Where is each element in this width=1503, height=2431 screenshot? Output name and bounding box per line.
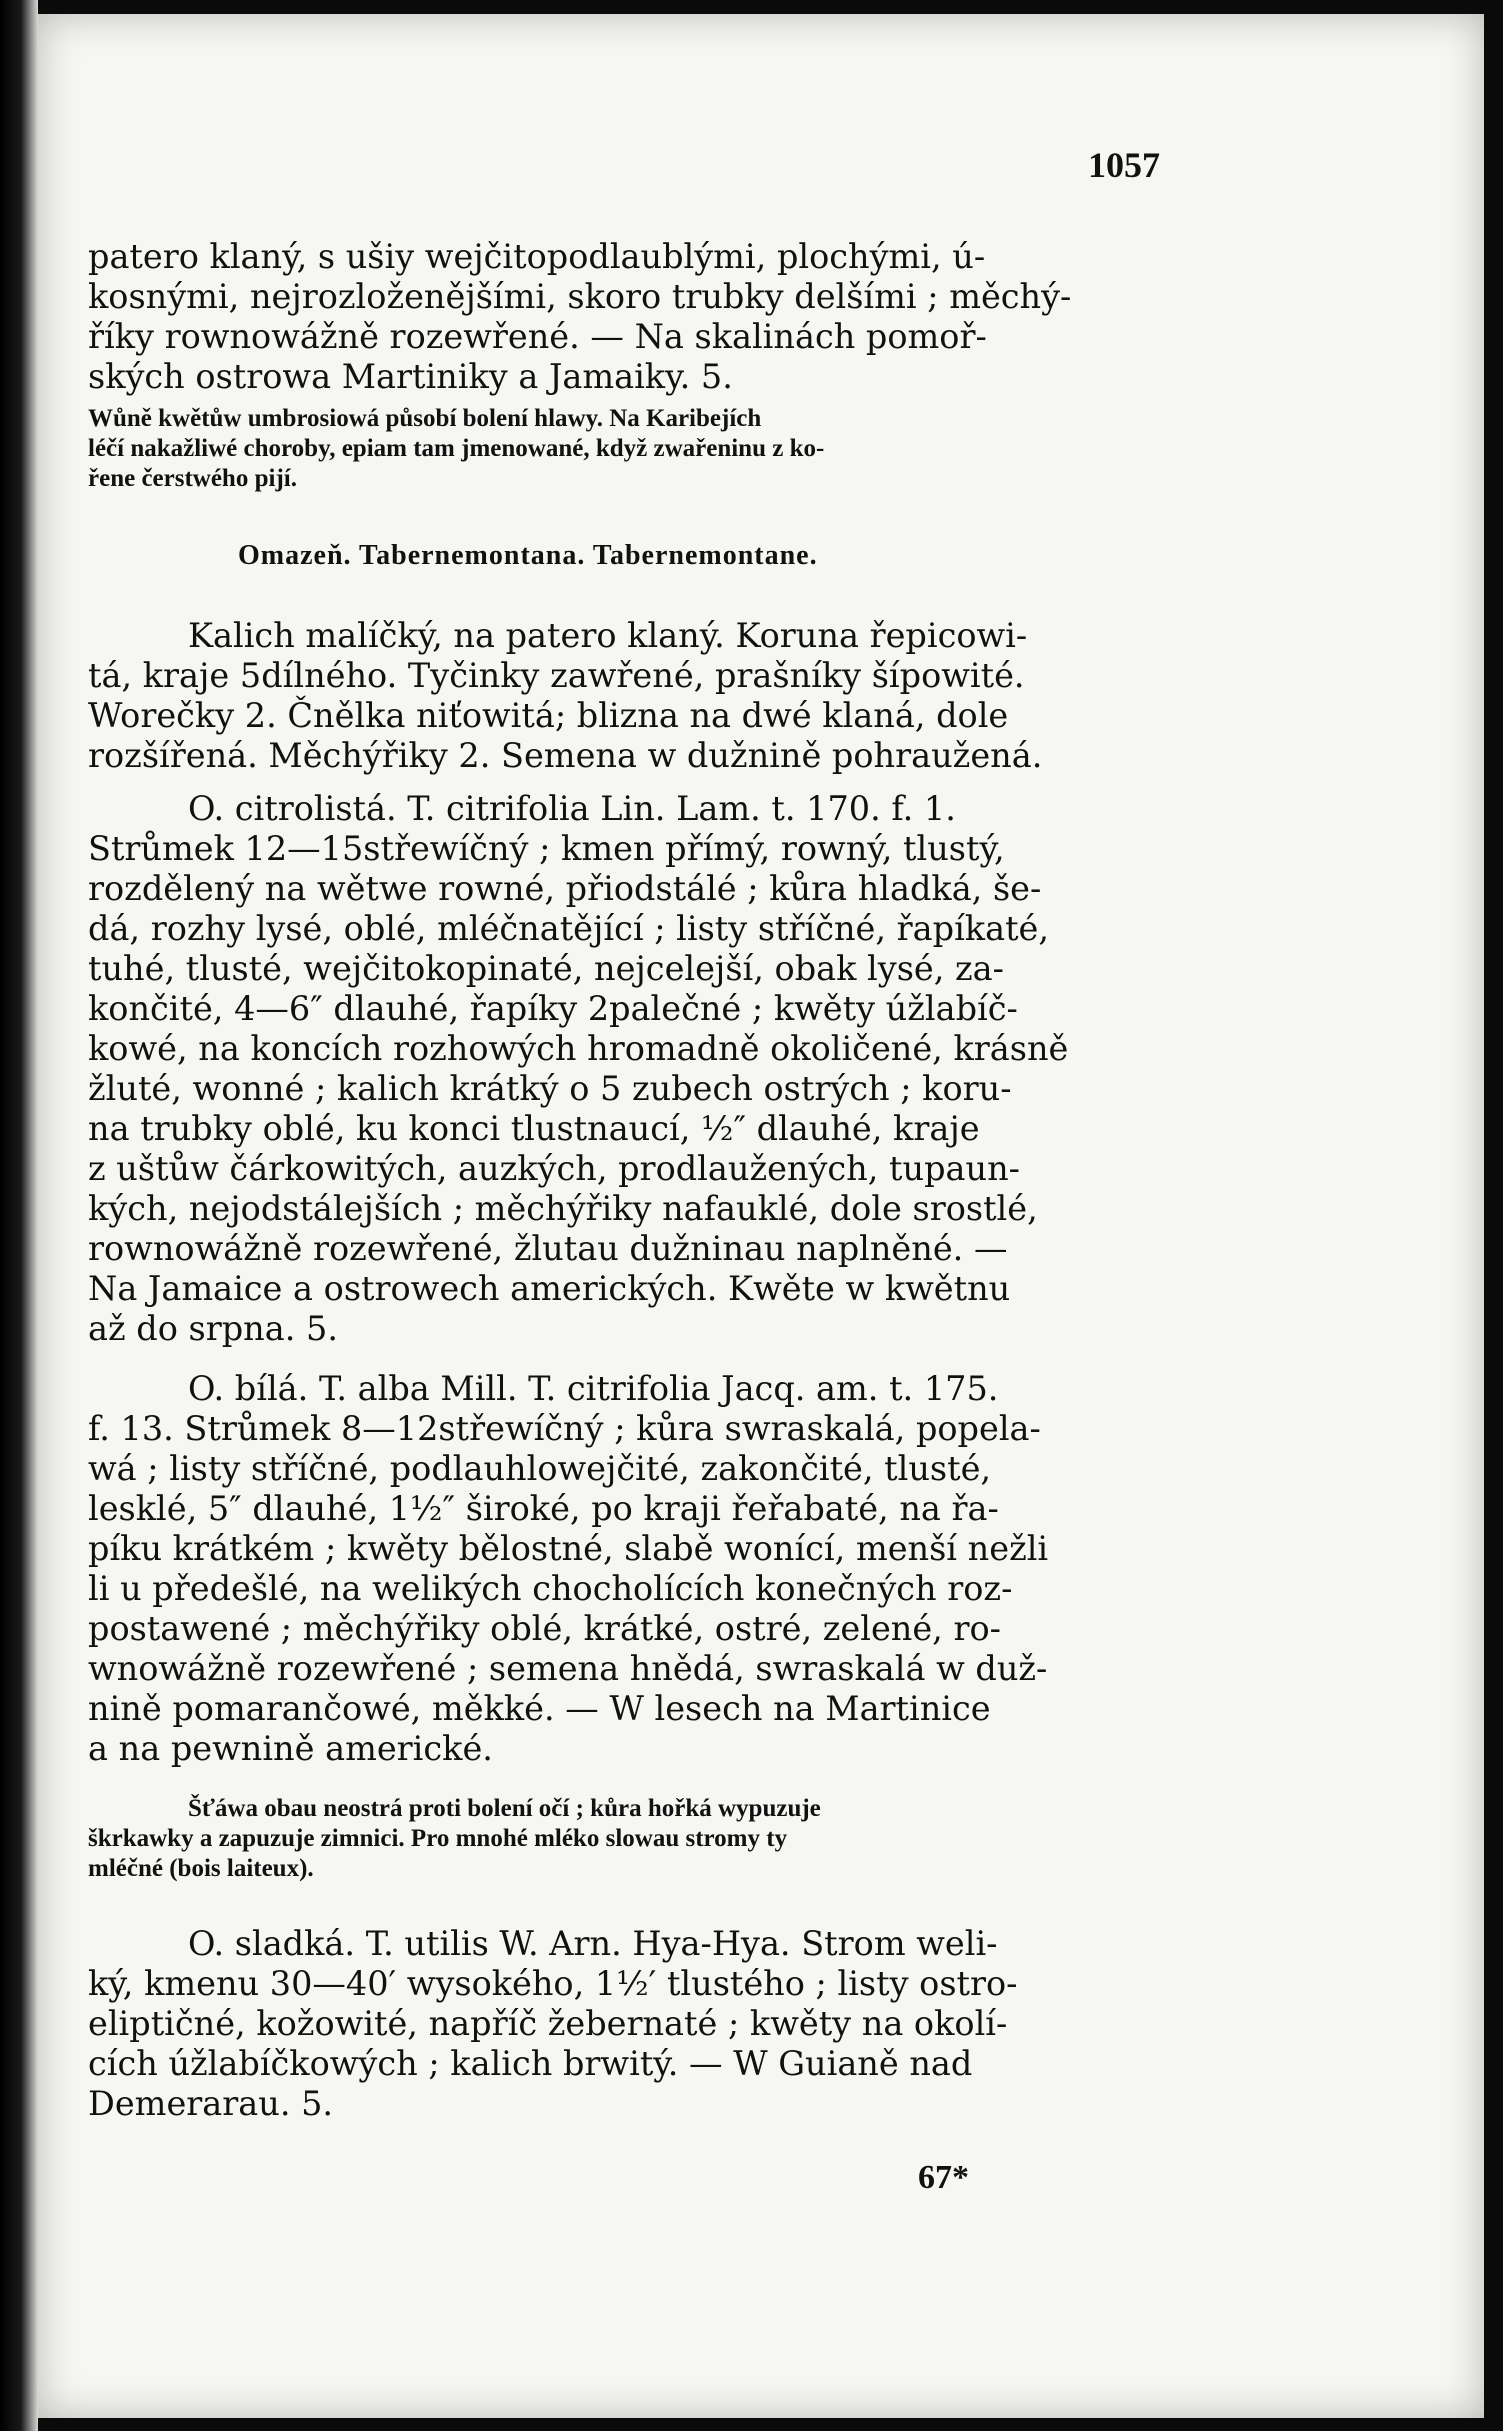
text-line: Demerarau. 5.	[88, 2084, 334, 2123]
signature-mark: 67*	[918, 2159, 969, 2196]
book-gutter	[0, 0, 38, 2431]
page-number: 1057	[1088, 145, 1160, 185]
text-line: tá, kraje 5dílného. Tyčinky zawřené, prašníky šípowité.	[88, 656, 1025, 695]
text-line: Worečky 2. Čnělka niťowitá; blizna na dwé klaná, dole	[88, 696, 1009, 735]
text-line: dá, rozhy lysé, oblé, mléčnatějící ; listy stříčné, řapíkaté,	[88, 909, 1050, 948]
text-line: cích úžlabíčkowých ; kalich brwitý. — W Guianě nad	[88, 2044, 973, 2083]
text-line: kých, nejodstálejších ; měchýřiky nafauklé, dole srostlé,	[88, 1189, 1038, 1228]
text-line: píku krátkém ; kwěty bělostné, slabě wonící, menší nežli	[88, 1529, 1049, 1568]
species-heading: O. citrolistá. T. citrifolia Lin. Lam. t. 170. f. 1.	[188, 789, 956, 828]
text-line: li u předešlé, na welikých chocholících konečných roz-	[88, 1569, 1013, 1608]
text-line: rozšířená. Měchýřiky 2. Semena w dužnině pohraužená.	[88, 736, 1043, 775]
note-line: mléčné (bois laiteux).	[88, 1855, 314, 1882]
text-line: f. 13. Strůmek 8—12střewíčný ; kůra swraskalá, popela-	[88, 1409, 1041, 1448]
text-line: wá ; listy stříčné, podlauhlowejčité, zakončité, tlusté,	[88, 1449, 992, 1488]
text-line: rownowážně rozewřené, žlutau dužninau naplněné. —	[88, 1229, 1008, 1268]
note-line: škrkawky a zapuzuje zimnici. Pro mnohé mléko slowau stromy ty	[88, 1825, 788, 1852]
species-heading: O. bílá. T. alba Mill. T. citrifolia Jacq. am. t. 175.	[188, 1369, 999, 1408]
text-line: kowé, na koncích rozhowých hromadně okoličené, krásně	[88, 1029, 1069, 1068]
text-line: patero klaný, s ušiy wejčitopodlaublými, plochými, ú-	[88, 237, 986, 276]
text-line: rozdělený na wětwe rowné, přiodstálé ; kůra hladká, še-	[88, 869, 1042, 908]
text-line: nině pomarančowé, měkké. — W lesech na Martinice	[88, 1689, 991, 1728]
text-line: na trubky oblé, ku konci tlustnaucí, ½″ dlauhé, kraje	[88, 1109, 980, 1148]
text-line: eliptičné, kožowité, napříč žebernaté ; kwěty na okolí-	[88, 2004, 1008, 2043]
text-line: lesklé, 5″ dlauhé, 1½″ široké, po kraji řeřabaté, na řa-	[88, 1489, 999, 1528]
text-line: a na pewnině americké.	[88, 1729, 493, 1768]
genus-heading: Omazeň. Tabernemontana. Tabernemontane.	[238, 540, 818, 571]
text-line: wnowážně rozewřené ; semena hnědá, swraskalá w duž-	[88, 1649, 1048, 1688]
species-heading: O. sladká. T. utilis W. Arn. Hya-Hya. Strom weli-	[188, 1924, 998, 1963]
text-line: Na Jamaice a ostrowech amerických. Kwěte w kwětnu	[88, 1269, 1011, 1308]
text-line: ký, kmenu 30—40′ wysokého, 1½′ tlustého ; listy ostro-	[88, 1964, 1018, 2003]
text-line: tuhé, tlusté, wejčitokopinaté, nejcelejší, obak lysé, za-	[88, 949, 1004, 988]
text-line: až do srpna. 5.	[88, 1309, 338, 1348]
text-line: ských ostrowa Martiniky a Jamaiky. 5.	[88, 357, 733, 396]
text-line: končité, 4—6″ dlauhé, řapíky 2palečné ; kwěty úžlabíč-	[88, 989, 1018, 1028]
note-line: Wůně kwětůw umbrosiowá působí bolení hlawy. Na Karibejích	[88, 405, 762, 432]
text-line: kosnými, nejrozloženějšími, skoro trubky delšími ; měchý-	[88, 277, 1072, 316]
note-line: Šťáwa obau neostrá proti bolení očí ; kůra hořká wypuzuje	[188, 1795, 821, 1822]
text-line: Strůmek 12—15střewíčný ; kmen přímý, rowný, tlustý,	[88, 829, 1005, 868]
text-line: žluté, wonné ; kalich krátký o 5 zubech ostrých ; koru-	[88, 1069, 1012, 1108]
text-line: postawené ; měchýřiky oblé, krátké, ostré, zelené, ro-	[88, 1609, 1001, 1648]
text-line: Kalich malíčký, na patero klaný. Koruna řepicowi-	[188, 616, 1028, 655]
text-line: z uštůw čárkowitých, auzkých, prodlaužených, tupaun-	[88, 1149, 1020, 1188]
note-line: léčí nakažliwé choroby, epiam tam jmenowané, když zwařeninu z ko-	[88, 435, 825, 462]
note-line: řene čerstwého pijí.	[88, 465, 297, 492]
book-page	[38, 14, 1484, 2418]
text-line: říky rownowážně rozewřené. — Na skalinách pomoř-	[88, 317, 987, 356]
